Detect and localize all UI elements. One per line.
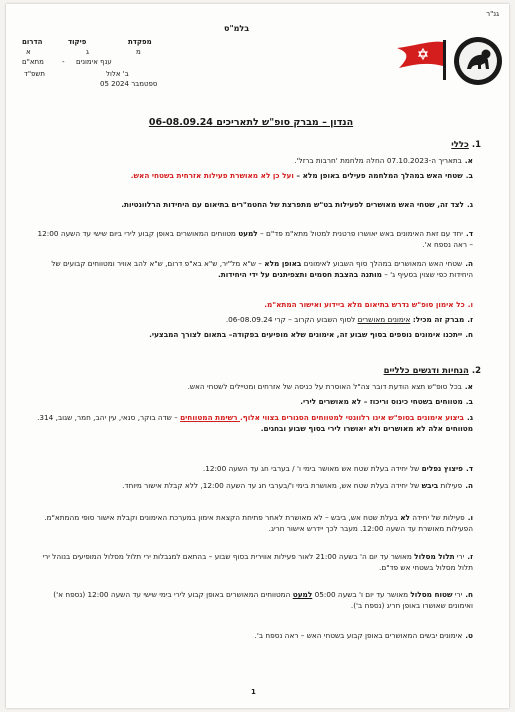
section2-item-a: א.בכל סופ"ש תצא הודעת דובר צה"ל האוסרת על כניסה של אזרחים ומטיילים לשטחי האש. [187, 382, 473, 391]
header-line2-b: ג [86, 48, 89, 56]
section1-item-a: א.בתאריך ה-07.10.2023 החלה מלחמת 'חרבות ברזל'. [294, 156, 473, 165]
section2-item-h: ח.ירי שטוח מסלול מאושר עד יום ו' בשעה 05:00 למעט המטווחים המאושרים באופן קבוע לירי בימי שישי עד השעה 12:00 (נספח א') ואימונים שאושרו באופן חריג (נספח ב'). [53, 590, 473, 610]
section1-item-b: ב.שטחי האש במהלך המלחמה פעילים באופן מלא – ועל כן לא מאושרת פעילות אזרחית בשטחי האש. [130, 171, 473, 180]
section2-item-b: ב.מטווחים בשטחי כינוס וריכוז – לא מאושרים לירי. [300, 397, 473, 406]
header-date-gregorian: 05 ספטמבר 2024 [100, 80, 158, 88]
header-line3-c: מתא"ם [22, 58, 44, 66]
section1-item-e: ה.שטחי האש המאושרים במהלך סוף השבוע לאימונים באופן מלא – ש"א מל"יר, ש"א בא"פ דרום, ש"א להב אוויר ומטווחים קבועים של היחידות כפי שצוין בסעיף ג' – מותנה בהצבת חסמים ותצפיתנים על ידי היחידות. [51, 259, 473, 279]
header-line2-a: א [26, 48, 31, 56]
header-line3-dash: - [62, 58, 65, 66]
section2-item-f: ו.פעילות של יחידה לא בעלת שטח אש, ביבש – לא מאושרת לאחר פתיחת הקצאת אימון במערכת האימונים וקבלת אישור סופי מהמתא"מ. הפעילות מאושרת עד השעה 12:00. מעבר לכך יידרש אישור חריג. [44, 513, 473, 533]
section1-heading [451, 140, 481, 150]
header-south: הדרום [22, 38, 43, 46]
section2-item-c: ג.ביצוע אימונים בסופ"ש אינו רלוונטי למטווחים הסגורים בצווי אלוף. רשימת המטווחים – שדה בוקר, סנאי, עין יהב, חמר, שגוב, 314. מטווחים אלה לא מאושרים ולא יאושרו לירי בסוף שבוע ובחגים. [37, 413, 473, 433]
header-command: פיקוד [68, 38, 87, 46]
header-date-hebrew: ב' אלול [106, 70, 129, 78]
corner-mark: גנ"ר [486, 10, 499, 18]
page-number: 1 [251, 688, 256, 696]
document-page [6, 4, 509, 708]
section2-item-g: ז.ירי תלול מסלול מאושר עד יום ה' בשעה 21:00 לאור פעילות אווירית בסוף שבוע – בהתאם למגבלות ירי תלול מסלול המופיעים בנוהל ירי תלול מסלול בשטחי אש פד"ם. [42, 552, 473, 572]
section1-item-d: ד.יחד עם זאת האימונים באש יאושרו פרטנית למטול מתא"מ פד"ם – למעט מטווחים המאושרים באופן קבוע לירי ביום שישי עד השעה 12:00 – ראה נספח א'. [37, 229, 473, 249]
section2-heading [384, 366, 481, 376]
section1-item-f: ו.כל אימון סופ"ש נדרש בתיאום מלא ביידוע ואישור המתא"מ. [264, 300, 473, 309]
header-line2-c: מ [136, 48, 141, 56]
subject-title: הנדון – מברק סופ"ש לתאריכים 06-08.09.24 [148, 117, 354, 128]
header-headquarters: מפקדת [128, 38, 152, 46]
section2-item-e: ה.פעילות ביבש של יחידה בעלת שטח אש, מאושרת בימי ו'/בערבי חג עד השעה 12:00, ללא קבלת אישור מיוחד. [122, 481, 473, 490]
section2-item-i: ט.אימונים יבשים המאושרים באופן קבוע בשטחי האש – ראה נספח ב'. [254, 631, 473, 640]
header-line3-a: ענף אימונים [76, 58, 112, 66]
section1-item-c: ג.לצד זה, שטחי האש מאושרים לפעילות בט"ש מתפרצת של החטמ"רים בתיאום עם היחידות הרלוונטיות. [121, 200, 473, 209]
section1-number: 1. [471, 140, 481, 150]
lion-emblem-logo [453, 36, 503, 86]
section1-title: כללי [451, 140, 469, 150]
header-year: תשפ"ד [24, 70, 45, 78]
section1-item-g: ז.מברק זה מכיל: אימונים מאושרים לסוף השבוע הקרוב – קרי 06-08.09.24. [225, 315, 473, 324]
section2-item-d: ד.פיצוץ נפלים של יחידה בעלת שטח אש מאושר בימי ו' / בערבי חג עד השעה 12:00. [202, 464, 473, 473]
flag-logo [393, 38, 449, 82]
classification-top: בלמ"ס [224, 24, 250, 33]
section2-number: 2. [471, 366, 481, 376]
section1-item-h: ח.ייתכנו אימונים נוספים בסוף שבוע זה, אימונים שלא מופיעים בפקודה– בתאום לצורך המבצעי. [149, 330, 473, 339]
section2-title: הנחיות ודגשים כלליים [383, 366, 469, 376]
